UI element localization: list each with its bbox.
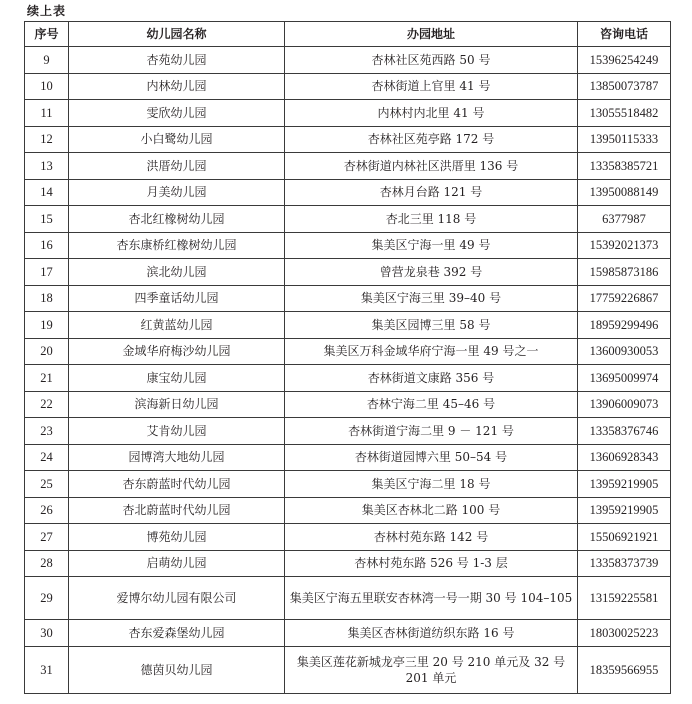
header-address: 办园地址: [285, 22, 578, 47]
row-phone-cell: 13358373739: [578, 550, 671, 577]
row-index-cell: 11: [25, 100, 69, 127]
row-phone-cell: 13906009073: [578, 391, 671, 418]
row-address-cell: 集美区宁海三里 39–40 号: [285, 285, 578, 312]
row-address-cell: 杏林街道上官里 41 号: [285, 73, 578, 100]
table-row: [25, 232, 671, 259]
row-index-cell: 14: [25, 179, 69, 206]
row-index-cell: 31: [25, 646, 69, 693]
row-name-cell: 艾肯幼儿园: [69, 418, 285, 445]
row-address-cell: 集美区园博三里 58 号: [285, 312, 578, 339]
table-row: [25, 471, 671, 498]
row-address-cell: 杏林宁海二里 45–46 号: [285, 391, 578, 418]
table-row: [25, 100, 671, 127]
header-phone: 咨询电话: [578, 22, 671, 47]
row-phone-cell: 13959219905: [578, 497, 671, 524]
row-index-cell: 20: [25, 338, 69, 365]
row-name-cell: 杏北蔚蓝时代幼儿园: [69, 497, 285, 524]
row-address-cell: 内林村内北里 41 号: [285, 100, 578, 127]
row-phone-cell: 6377987: [578, 206, 671, 233]
table-row: [25, 153, 671, 180]
row-address-cell: 集美区杏林街道纺织东路 16 号: [285, 620, 578, 647]
row-phone-cell: 13606928343: [578, 444, 671, 471]
row-address-cell: 集美区宁海二里 18 号: [285, 471, 578, 498]
row-name-cell: 洪厝幼儿园: [69, 153, 285, 180]
row-address-cell: 杏林街道文康路 356 号: [285, 365, 578, 392]
row-address-cell: 集美区莲花新城龙亭三里 20 号 210 单元及 32 号 201 单元: [285, 646, 578, 693]
table-row: [25, 524, 671, 551]
row-address-cell: 杏林社区苑西路 50 号: [285, 47, 578, 74]
table-row: [25, 444, 671, 471]
table-row: [25, 47, 671, 74]
row-phone-cell: 15392021373: [578, 232, 671, 259]
table-row: [25, 418, 671, 445]
row-index-cell: 23: [25, 418, 69, 445]
row-index-cell: 26: [25, 497, 69, 524]
table-row: [25, 620, 671, 647]
row-index-cell: 27: [25, 524, 69, 551]
table-row: [25, 179, 671, 206]
row-address-cell: 杏北三里 118 号: [285, 206, 578, 233]
row-address-cell: 集美区杏林北二路 100 号: [285, 497, 578, 524]
row-name-cell: 爱博尔幼儿园有限公司: [69, 577, 285, 620]
header-index: 序号: [25, 22, 69, 47]
row-name-cell: 滨海新日幼儿园: [69, 391, 285, 418]
table-row: [25, 365, 671, 392]
row-phone-cell: 15396254249: [578, 47, 671, 74]
row-phone-cell: 13055518482: [578, 100, 671, 127]
row-phone-cell: 13950115333: [578, 126, 671, 153]
row-index-cell: 12: [25, 126, 69, 153]
row-name-cell: 金域华府梅沙幼儿园: [69, 338, 285, 365]
row-phone-cell: 17759226867: [578, 285, 671, 312]
row-address-cell: 杏林村苑东路 142 号: [285, 524, 578, 551]
row-index-cell: 9: [25, 47, 69, 74]
row-phone-cell: 13600930053: [578, 338, 671, 365]
row-address-cell: 杏林街道园博六里 50–54 号: [285, 444, 578, 471]
row-phone-cell: 18030025223: [578, 620, 671, 647]
row-name-cell: 月美幼儿园: [69, 179, 285, 206]
row-phone-cell: 15985873186: [578, 259, 671, 286]
row-address-cell: 集美区万科金域华府宁海一里 49 号之一: [285, 338, 578, 365]
row-phone-cell: 18959299496: [578, 312, 671, 339]
table-row: [25, 312, 671, 339]
table-row: [25, 206, 671, 233]
table-row: [25, 497, 671, 524]
row-index-cell: 17: [25, 259, 69, 286]
row-name-cell: 杏苑幼儿园: [69, 47, 285, 74]
row-index-cell: 29: [25, 577, 69, 620]
table-row: [25, 73, 671, 100]
row-index-cell: 28: [25, 550, 69, 577]
row-index-cell: 24: [25, 444, 69, 471]
row-index-cell: 30: [25, 620, 69, 647]
row-phone-cell: 13959219905: [578, 471, 671, 498]
row-name-cell: 滨北幼儿园: [69, 259, 285, 286]
row-phone-cell: 15506921921: [578, 524, 671, 551]
table-caption: 续上表: [27, 4, 67, 18]
row-name-cell: 红黄蓝幼儿园: [69, 312, 285, 339]
row-index-cell: 13: [25, 153, 69, 180]
table-row: [25, 391, 671, 418]
table-row: [25, 338, 671, 365]
row-address-cell: 杏林街道内林社区洪厝里 136 号: [285, 153, 578, 180]
row-name-cell: 杏东康桥红橡树幼儿园: [69, 232, 285, 259]
row-phone-cell: 13358376746: [578, 418, 671, 445]
table-body: [25, 47, 671, 694]
row-name-cell: 博苑幼儿园: [69, 524, 285, 551]
table-header-row: [25, 22, 671, 47]
row-name-cell: 德茵贝幼儿园: [69, 646, 285, 693]
table-row: [25, 126, 671, 153]
row-address-cell: 杏林街道宁海二里 9 － 121 号: [285, 418, 578, 445]
table-row: [25, 285, 671, 312]
row-index-cell: 10: [25, 73, 69, 100]
table-row: [25, 577, 671, 620]
row-phone-cell: 13695009974: [578, 365, 671, 392]
row-address-cell: 杏林村苑东路 526 号 1-3 层: [285, 550, 578, 577]
row-name-cell: 园博湾大地幼儿园: [69, 444, 285, 471]
row-index-cell: 15: [25, 206, 69, 233]
row-name-cell: 内林幼儿园: [69, 73, 285, 100]
row-name-cell: 杏东爱森堡幼儿园: [69, 620, 285, 647]
row-index-cell: 16: [25, 232, 69, 259]
row-name-cell: 四季童话幼儿园: [69, 285, 285, 312]
row-index-cell: 25: [25, 471, 69, 498]
row-phone-cell: 13850073787: [578, 73, 671, 100]
row-name-cell: 雯欣幼儿园: [69, 100, 285, 127]
row-name-cell: 小白鹭幼儿园: [69, 126, 285, 153]
header-name: 幼儿园名称: [69, 22, 285, 47]
kindergarten-table: [24, 21, 671, 694]
table-row: [25, 259, 671, 286]
row-address-cell: 集美区宁海五里联安杏林湾一号一期 30 号 104–105: [285, 577, 578, 620]
row-index-cell: 22: [25, 391, 69, 418]
row-index-cell: 21: [25, 365, 69, 392]
row-name-cell: 康宝幼儿园: [69, 365, 285, 392]
row-phone-cell: 13950088149: [578, 179, 671, 206]
row-address-cell: 杏林社区苑亭路 172 号: [285, 126, 578, 153]
row-address-cell: 杏林月台路 121 号: [285, 179, 578, 206]
row-index-cell: 19: [25, 312, 69, 339]
row-phone-cell: 13358385721: [578, 153, 671, 180]
row-phone-cell: 18359566955: [578, 646, 671, 693]
row-name-cell: 启萌幼儿园: [69, 550, 285, 577]
row-name-cell: 杏北红橡树幼儿园: [69, 206, 285, 233]
row-address-cell: 曾营龙泉巷 392 号: [285, 259, 578, 286]
row-name-cell: 杏东蔚蓝时代幼儿园: [69, 471, 285, 498]
row-phone-cell: 13159225581: [578, 577, 671, 620]
table-row: [25, 550, 671, 577]
row-index-cell: 18: [25, 285, 69, 312]
row-address-cell: 集美区宁海一里 49 号: [285, 232, 578, 259]
table-row: [25, 646, 671, 693]
